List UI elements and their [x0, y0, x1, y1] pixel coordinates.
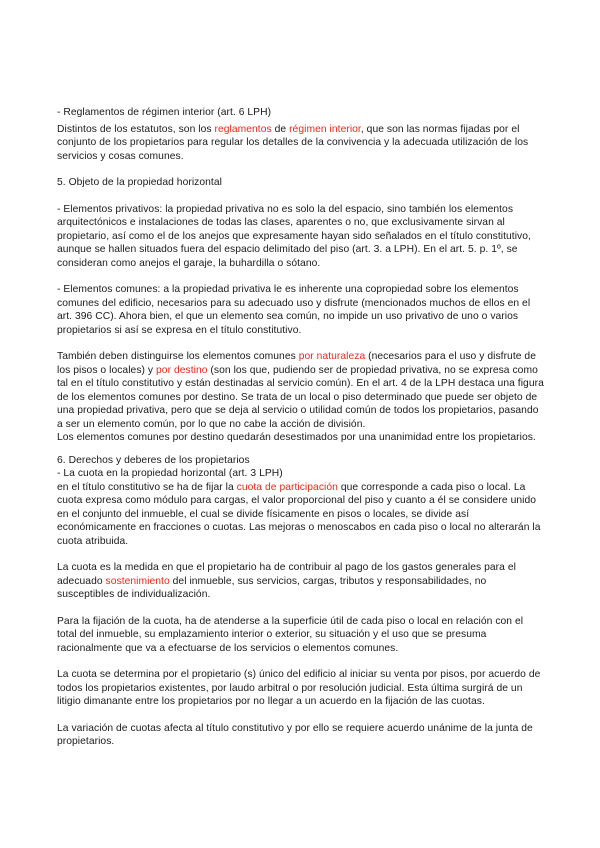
cuota-paragraph: en el título constitutivo se ha de fijar la cuota de participación que corresponde a cada piso o local. La cuota expresa como módulo para cargas, el valor proporcional del piso y cuanto a él se considere unido en el conjunto del inmueble, el cual se divide físicamente en pisos o locales, se divide así económicamente en fracciones o cuotas. Las mejoras o menoscabos en cada piso o local no alterarán la cuota atribuida.	[57, 481, 541, 547]
por-destino-highlight: por destino	[156, 364, 208, 376]
fijacion-paragraph: Para la fijación de la cuota, ha de atenderse a la superficie útil de cada piso o local en relación con el total del inmueble, su emplazamiento interior o exterior, su situación y el uso que se presuma racionalmente que va a efectuarse de los servicios o elementos comunes.	[57, 615, 524, 654]
elementos-privativos-paragraph: - Elementos privativos: la propiedad privativa no es solo la del espacio, sino también los elementos arquitectónicos e instalaciones de todas las clases, aparentes o no, que exclusivamente sirvan al propietario, así como el de los anejos que expresamente hayan sido señalados en el título constitutivo, aunque se hallen situados fuera del espacio delimitado del piso (art. 3. a LPH). En el art. 5. p. 1º, se consideran como anejos el garaje, la buhardilla o sótano.	[57, 203, 531, 269]
cuota-participacion-highlight: cuota de participación	[236, 481, 338, 493]
reglamentos-paragraph: Distintos de los estatutos, son los reglamentos de régimen interior, que son las normas fijadas por el conjunto de los propietarios para regular los detalles de la convivencia y la adecuada utilización de los servicios y cosas comunes.	[57, 123, 529, 162]
reglamentos-heading: - Reglamentos de régimen interior (art. 6 LPH)	[57, 107, 272, 118]
determinacion-paragraph: La cuota se determina por el propietario (s) único del edificio al iniciar su venta por pisos, por acuerdo de todos los propietarios existentes, por laudo arbitral o por resolución judicial. Esta última surgirá de un litigio dimanante entre los propietarios por no llegar a un acuerdo en la fijación de las cuotas.	[57, 669, 541, 707]
document-page	[57, 106, 545, 749]
por-naturaleza-highlight: por naturaleza	[298, 351, 366, 362]
derechos-heading: 6. Derechos y deberes de los propietarios	[57, 454, 250, 466]
reglamentos-highlight: reglamentos	[214, 123, 272, 135]
sostenimiento-highlight: sostenimiento	[105, 575, 170, 587]
medida-paragraph: La cuota es la medida en que el propietario ha de contribuir al pago de los gastos generales para el adecuado sostenimiento del inmueble, sus servicios, cargas, tributos y responsabilidades, no susceptibles de individualización.	[57, 562, 516, 600]
regimen-interior-highlight: régimen interior	[289, 123, 361, 135]
elementos-comunes-paragraph: - Elementos comunes: a la propiedad privativa le es inherente una copropiedad sobre los elementos comunes del edificio, necesarios para su adecuado uso y disfrute (mencionados muchos de ellos en el art. 396 CC). Ahora bien, el que un elemento sea común, no impide un uso privativo de uno o varios propietarios si así se expresa en el título constitutivo.	[57, 284, 531, 336]
variacion-paragraph: La variación de cuotas afecta al título constitutivo y por ello se requiere acuerdo unánime de la junta de propietarios.	[57, 722, 533, 747]
destino-paragraph: Los elementos comunes por destino quedarán desestimados por una unanimidad entre los propietarios.	[57, 432, 536, 443]
objeto-heading: 5. Objeto de la propiedad horizontal	[57, 177, 222, 188]
distincion-paragraph: También deben distinguirse los elementos comunes por naturaleza (necesarios para el uso y disfrute de los pisos o locales) y por destino (son los que, pudiendo ser de propiedad privativa, no se expresa como tal en el título constitutivo y están destinadas al servicio común). En el art. 4 de la LPH destaca una figura de los elementos comunes por destino. Se trata de un local o piso determinado que puede ser objeto de una propiedad privativa, pero que se deja al servicio o utilidad común de todos los propietarios, pasando a ser un elemento común, por lo que no cabe la acción de división.	[57, 351, 544, 430]
cuota-heading: - La cuota en la propiedad horizontal (art. 3 LPH)	[57, 468, 283, 479]
